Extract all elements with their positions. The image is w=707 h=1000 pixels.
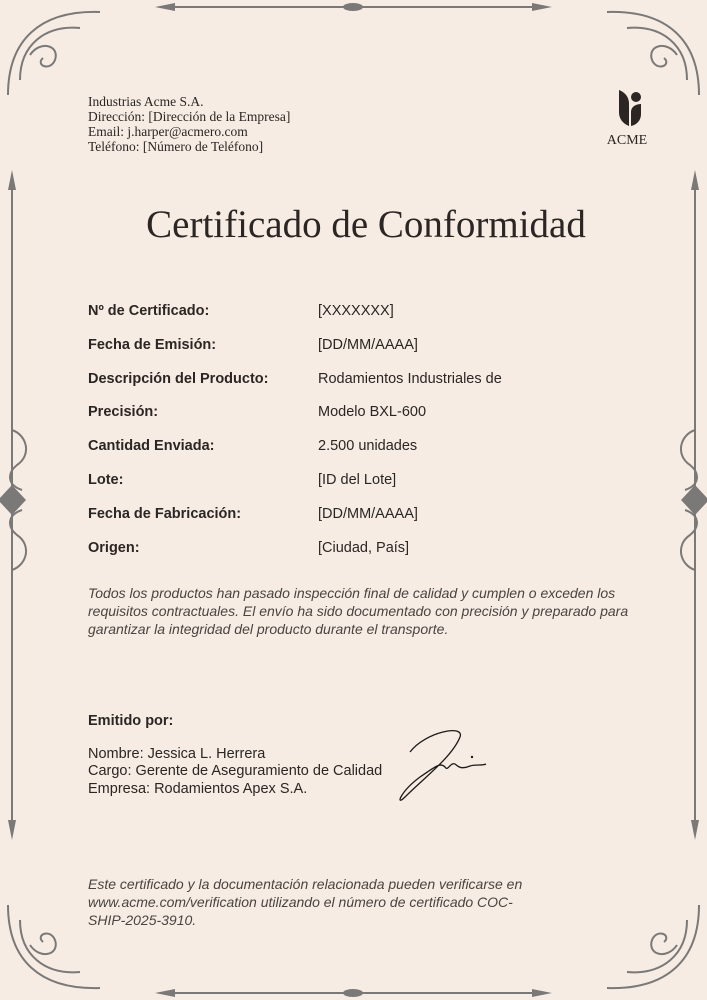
page-title: Certificado de Conformidad bbox=[146, 203, 586, 246]
issued-by bbox=[88, 713, 382, 798]
field-row bbox=[88, 540, 502, 574]
field-label: Cantidad Enviada: bbox=[88, 438, 215, 455]
signature bbox=[390, 722, 490, 807]
company-phone: Teléfono: [Número de Teléfono] bbox=[88, 139, 264, 154]
field-label: Fecha de Emisión: bbox=[88, 336, 217, 353]
field-value: [XXXXXXX] bbox=[318, 303, 394, 319]
field-label: Precisión: bbox=[88, 404, 159, 421]
company-name: Industrias Acme S.A. bbox=[88, 94, 204, 109]
issuer-role: Cargo: Gerente de Aseguramiento de Calidad bbox=[88, 763, 383, 779]
field-label: Fecha de Fabricación: bbox=[88, 505, 242, 522]
field-value: Modelo BXL-600 bbox=[318, 404, 427, 421]
field-value: [ID del Lote] bbox=[318, 471, 397, 488]
field-value: [DD/MM/AAAA] bbox=[318, 336, 418, 353]
field-row bbox=[88, 303, 502, 337]
issuer-name: Nombre: Jessica L. Herrera bbox=[88, 745, 266, 762]
field-label: Nº de Certificado: bbox=[88, 303, 210, 319]
company-info bbox=[88, 94, 290, 154]
issued-heading: Emitido por: bbox=[88, 713, 174, 729]
verification-note: Este certificado y la documentación relacionada pueden verificarse en www.acme.com/verification utilizando el número de certificado COC-SHIP-2025-3910. bbox=[88, 876, 523, 928]
field-label: Descripción del Producto: bbox=[88, 370, 269, 387]
field-label: Lote: bbox=[88, 471, 124, 488]
leaf-logo-icon bbox=[609, 88, 645, 128]
field-row bbox=[88, 438, 502, 472]
field-row bbox=[88, 371, 502, 405]
field-value: [Ciudad, País] bbox=[318, 539, 410, 556]
acme-logo bbox=[600, 88, 654, 149]
logo-text: ACME bbox=[606, 133, 648, 148]
field-row bbox=[88, 404, 502, 438]
field-row bbox=[88, 337, 502, 371]
company-email: Email: j.harper@acmero.com bbox=[88, 124, 248, 139]
issuer-company: Empresa: Rodamientos Apex S.A. bbox=[88, 780, 308, 797]
company-address: Dirección: [Dirección de la Empresa] bbox=[88, 109, 291, 124]
conformity-statement: Todos los productos han pasado inspección final de calidad y cumplen o exceden los requisitos contractuales. El envío ha sido documentado con precisión y preparado para garantizar la integridad del producto durante el transporte. bbox=[88, 585, 629, 637]
certificate-fields bbox=[88, 303, 502, 573]
field-value: Rodamientos Industriales de bbox=[318, 370, 502, 387]
field-label: Origen: bbox=[88, 539, 140, 556]
field-row bbox=[88, 472, 502, 506]
field-row bbox=[88, 506, 502, 540]
field-value: [DD/MM/AAAA] bbox=[318, 505, 418, 522]
field-value: 2.500 unidades bbox=[318, 438, 418, 455]
